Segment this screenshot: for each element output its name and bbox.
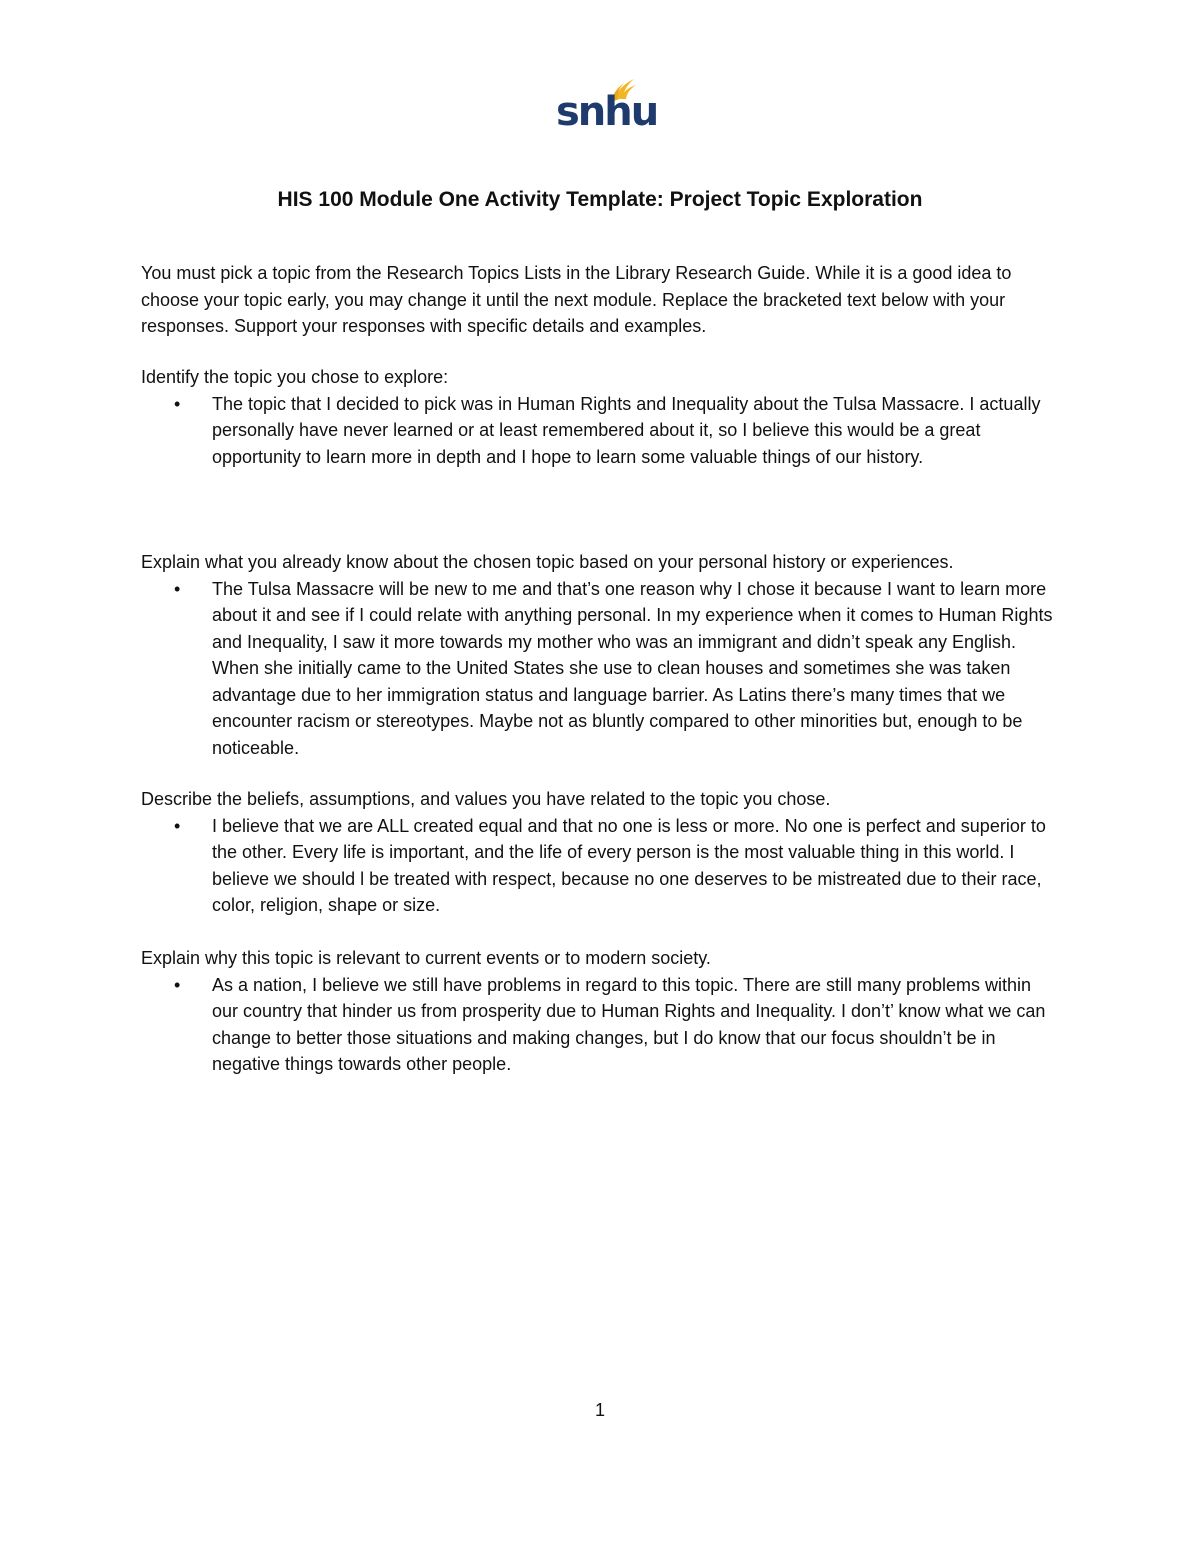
section-question: Describe the beliefs, assumptions, and values you have related to the topic you chose.: [141, 789, 831, 809]
answer-text: I believe that we are ALL created equal and that no one is less or more. No one is perfect and superior to the other. Every life is important, and the life of every person is the most valuable thing in this world. I believe we should l be treated with respect, because no one deserves to be mistreated due to their race, color, religion, shape or size.: [212, 815, 1046, 915]
section-relevance: [141, 945, 1061, 1078]
snhu-logo: [556, 74, 658, 135]
answer-item: [141, 576, 1060, 762]
answer-text: The topic that I decided to pick was in Human Rights and Inequality about the Tulsa Massacre. I actually personally have never learned or at least remembered about it, so I believe this would be a great opportunity to learn more in depth and I hope to learn some valuable things of our history.: [212, 393, 1041, 467]
section-question: Identify the topic you chose to explore:: [141, 367, 449, 387]
section-question: Explain why this topic is relevant to current events or to modern society.: [141, 948, 711, 968]
logo-wordmark: snhu: [556, 89, 658, 135]
bullet-icon: •: [174, 578, 181, 599]
answer-list: [141, 391, 1061, 471]
answer-text: As a nation, I believe we still have problems in regard to this topic. There are still many problems within our country that hinder us from prosperity due to Human Rights and Inequality. I don’t’ know what we can change to better those situations and making changes, but I do know that our focus shouldn’t be in negative things towards other people.: [212, 974, 1046, 1074]
section-beliefs: [141, 786, 1061, 919]
intro-paragraph: You must pick a topic from the Research Topics Lists in the Library Research Guide. While it is a good idea to choose your topic early, you may change it until the next module. Replace the bracketed text below with your responses. Support your responses with specific details and examples.: [141, 263, 1012, 336]
answer-text: The Tulsa Massacre will be new to me and that’s one reason why I chose it because I want to learn more about it and see if I could relate with anything personal. In my experience when it comes to Human Rights and Inequality, I saw it more towards my mother who was an immigrant and didn’t speak any English. When she initially came to the United States she use to clean houses and sometimes she was taken advantage due to her immigration status and language barrier. As Latins there’s many times that we encounter racism or stereotypes. Maybe not as bluntly compared to other minorities but, enough to be noticeable.: [212, 578, 1053, 758]
bullet-icon: •: [174, 974, 181, 995]
section-question: Explain what you already know about the chosen topic based on your personal history or experiences.: [141, 552, 954, 572]
section-topic: [141, 364, 1061, 470]
answer-item: [141, 972, 1060, 1078]
answer-list: [141, 813, 1061, 919]
answer-item: [141, 813, 1060, 919]
answer-list: [141, 576, 1061, 762]
answer-item: [141, 391, 1060, 471]
bullet-icon: •: [174, 815, 181, 836]
section-prior-knowledge: [141, 549, 1061, 761]
document-title: HIS 100 Module One Activity Template: Project Topic Exploration: [277, 188, 923, 211]
page-number: 1: [594, 1400, 605, 1420]
answer-list: [141, 972, 1061, 1078]
bullet-icon: •: [174, 393, 181, 414]
